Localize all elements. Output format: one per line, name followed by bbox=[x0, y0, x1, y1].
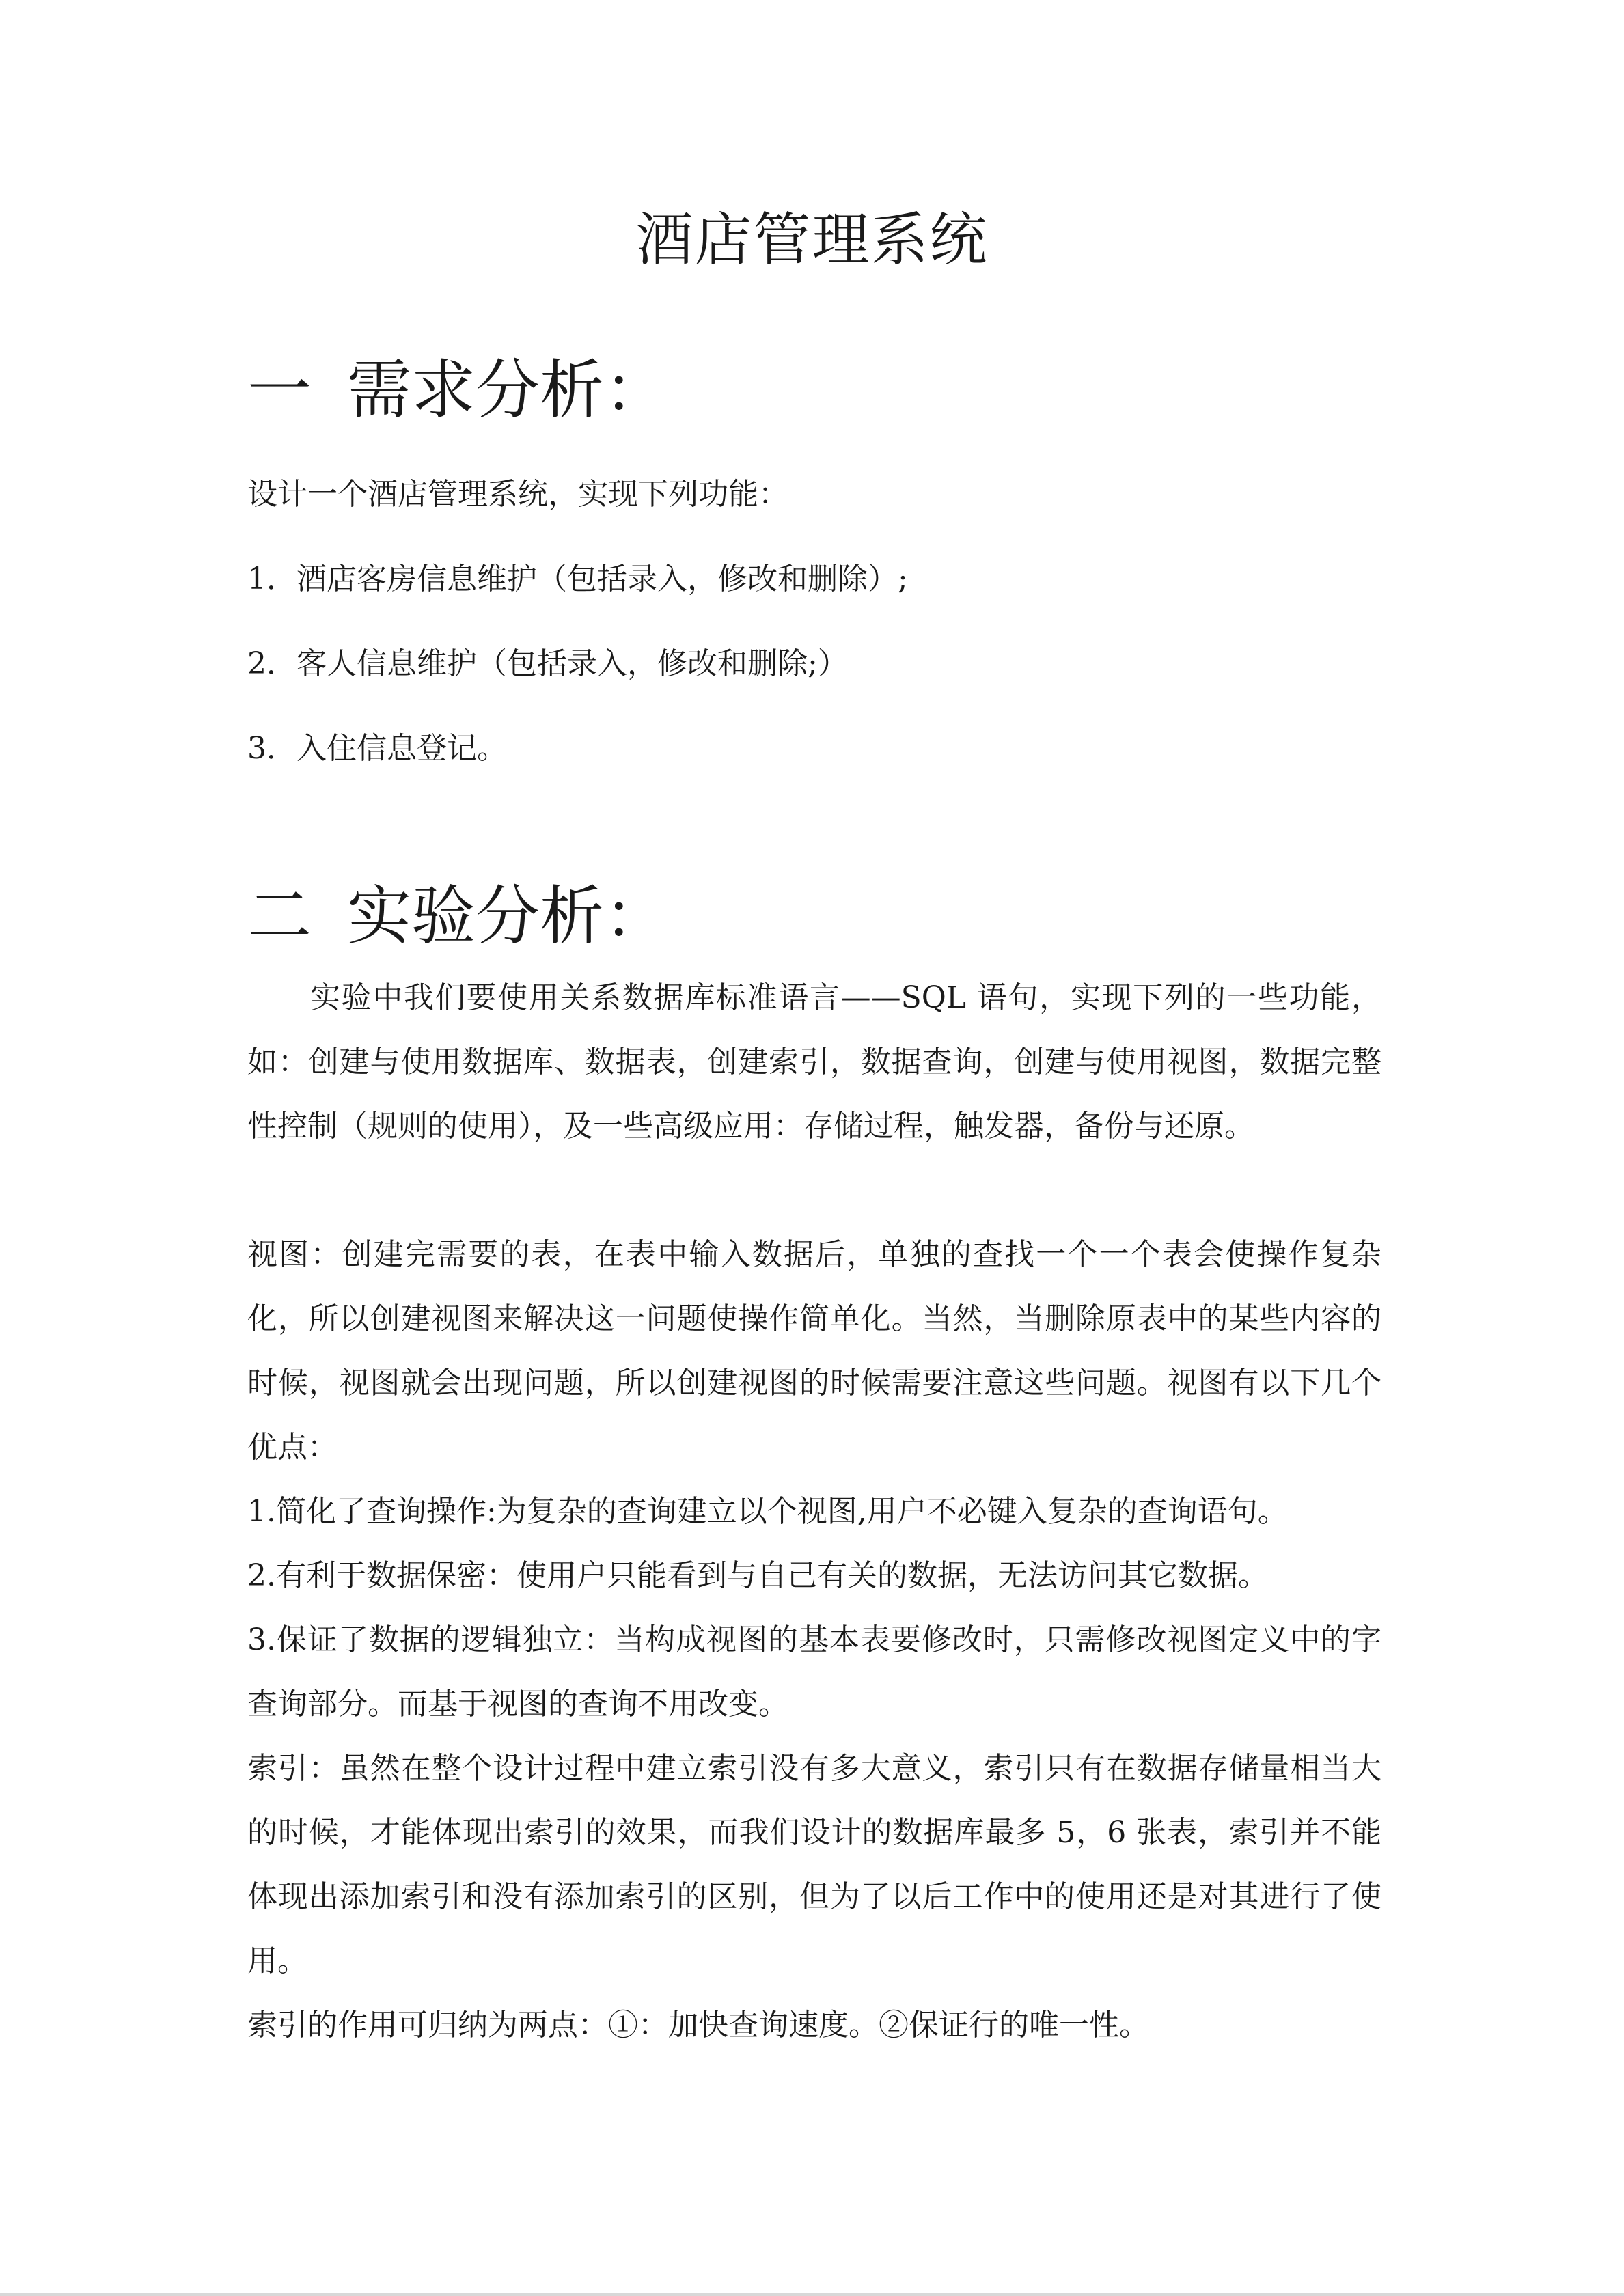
index-purpose-paragraph: 索引的作用可归纳为两点：①：加快查询速度。②保证行的唯一性。 bbox=[247, 2008, 1149, 2043]
requirement-item-3: 3．入住信息登记。 bbox=[247, 731, 507, 766]
document-title: 酒店管理系统 bbox=[635, 206, 989, 273]
section2-number: 二 bbox=[247, 879, 312, 954]
section2-heading bbox=[247, 876, 668, 958]
view-advantage-2: 2.有利于数据保密：使用户只能看到与自己有关的数据，无法访问其它数据。 bbox=[247, 1558, 1268, 1593]
requirement-item-1: 1．酒店客房信息维护（包括录入，修改和删除）; bbox=[247, 562, 908, 596]
section1-number: 一 bbox=[247, 353, 312, 428]
requirement-item-2: 2．客人信息维护（包括录入，修改和删除;） bbox=[247, 646, 848, 681]
experiment-intro-paragraph: 实验中我们要使用关系数据库标准语言——SQL 语句，实现下列的一些功能，如：创建与使用数据库、数据表，创建索引，数据查询，创建与使用视图，数据完整性控制（规则的使用），及一些高级应用：存储过程，触发器，备份与还原。 bbox=[247, 980, 1381, 1144]
section1-intro: 设计一个酒店管理系统，实现下列功能： bbox=[247, 477, 788, 512]
index-paragraph: 索引：虽然在整个设计过程中建立索引没有多大意义，索引只有在数据存储量相当大的时候，才能体现出索引的效果，而我们设计的数据库最多 5，6 张表，索引并不能体现出添加索引和没有添加索引的区别，但为了以后工作中的使用还是对其进行了使用。 bbox=[247, 1751, 1381, 1978]
view-paragraph: 视图：创建完需要的表，在表中输入数据后，单独的查找一个一个表会使操作复杂化，所以创建视图来解决这一问题使操作简单化。当然，当删除原表中的某些内容的时候，视图就会出现问题，所以创建视图的时候需要注意这些问题。视图有以下几个优点： bbox=[247, 1237, 1381, 1465]
view-advantage-3: 3.保证了数据的逻辑独立：当构成视图的基本表要修改时，只需修改视图定义中的字查询部分。而基于视图的查询不用改变。 bbox=[247, 1622, 1381, 1721]
view-advantage-1: 1.简化了查询操作:为复杂的查询建立以个视图,用户不必键入复杂的查询语句。 bbox=[247, 1494, 1288, 1529]
section1-heading-text: 需求分析： bbox=[347, 353, 669, 428]
page-bottom-edge bbox=[0, 2293, 1624, 2296]
section2-heading-text: 实验分析： bbox=[347, 879, 669, 954]
section1-heading bbox=[247, 350, 668, 432]
